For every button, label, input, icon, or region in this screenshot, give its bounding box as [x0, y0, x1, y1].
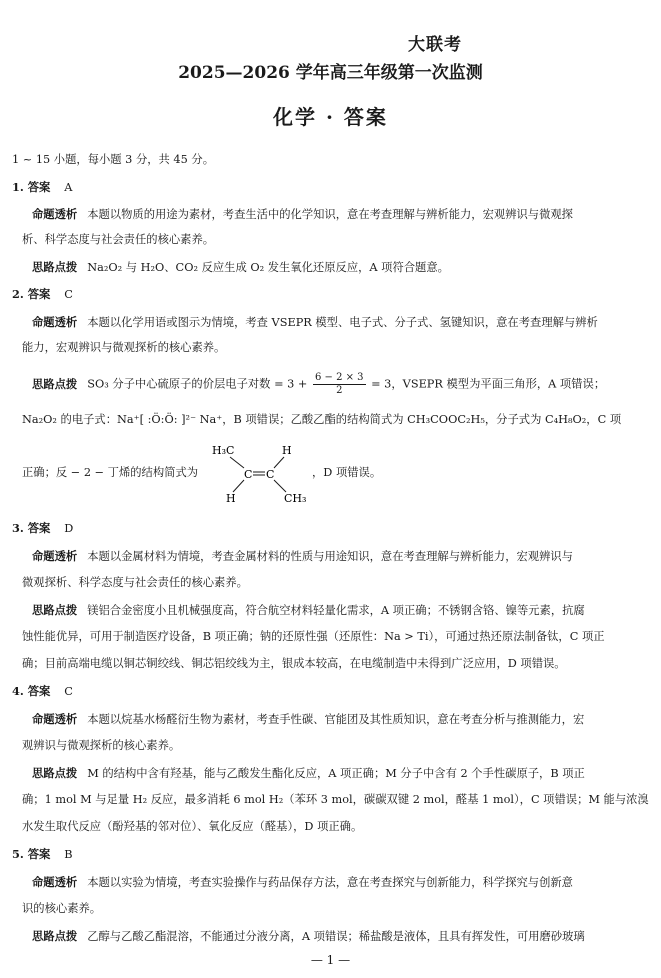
mol-carbon-2: C — [266, 468, 275, 481]
q2-number: 2. — [12, 287, 24, 301]
q2-analysis-text-1: 本题以化学用语或图示为情境，考查 VSEPR 模型、电子式、分子式、氢键知识，意在考查理解与辨析 — [87, 316, 598, 329]
q5-hint — [32, 928, 585, 945]
q3-analysis-text-1: 本题以金属材料为情境，考查金属材料的性质与用途知识，意在考查理解与辨析能力，宏观辨识与 — [87, 550, 573, 563]
q4-hint-text-2: 确；1 mol M 与足量 H₂ 反应，最多消耗 6 mol H₂（苯环 3 mol，碳碳双键 2 mol，醛基 1 mol），C 项错误；M 能与浓溴 — [22, 793, 649, 806]
q3-hint-text-3: 确；目前高端电缆以铜芯铜绞线、铜芯铝绞线为主，银成本较高，在电缆制造中未得到广泛应用，D 项错误。 — [22, 657, 566, 670]
hint-label: 思路点拨 — [32, 603, 78, 617]
mol-top-left: H₃C — [212, 444, 235, 457]
q2-answer: C — [64, 288, 73, 301]
q3-number: 3. — [12, 521, 24, 535]
q4-answer-line — [12, 683, 73, 700]
hint-label: 思路点拨 — [32, 260, 78, 274]
q5-analysis-text-2: 识的核心素养。 — [22, 902, 102, 915]
answer-label: 答案 — [27, 684, 51, 698]
bond-line — [274, 457, 284, 468]
q3-hint-text-2: 蚀性能优异，可用于制造医疗设备，B 项正确；钠的还原性强（还原性：Na > Ti），可通过热还原法制备钛，C 项正 — [22, 630, 605, 643]
hint-label: 思路点拨 — [32, 376, 78, 391]
analysis-label: 命题透析 — [32, 315, 78, 329]
trans-2-butene-structure — [200, 440, 330, 510]
q3-hint-text-1: 镁铝合金密度小且机械强度高，符合航空材料轻量化需求，A 项正确；不锈钢含铬、镍等元素，抗腐 — [87, 604, 585, 617]
mol-bottom-left: H — [226, 492, 236, 505]
bond-line — [274, 480, 286, 492]
page-number: — 1 — — [310, 953, 351, 967]
q2-hint — [32, 372, 605, 397]
q2-hint-text-2: Na₂O₂ 的电子式：Na⁺[ :Ö:Ö: ]²⁻ Na⁺，B 项错误；乙酸乙酯的结构简式为 CH₃COOC₂H₅，分子式为 C₄H₈O₂，C 项 — [22, 413, 622, 426]
q2-answer-line — [12, 286, 73, 303]
q4-analysis-text-1: 本题以烷基水杨醛衍生物为素材，考查手性碳、官能团及其性质知识，意在考查分析与推测能力，宏 — [87, 713, 585, 726]
q3-answer: D — [64, 522, 74, 535]
answer-label: 答案 — [27, 287, 51, 301]
q2-hint-text-3a: 正确；反 − 2 − 丁烯的结构简式为 — [22, 466, 199, 479]
q1-hint — [32, 259, 449, 276]
q4-hint-text-1: M 的结构中含有羟基，能与乙酸发生酯化反应，A 项正确；M 分子中含有 2 个手性碳原子，B 项正 — [87, 767, 585, 780]
q4-number: 4. — [12, 684, 24, 698]
q2-hint-text-3b: ，D 项错误。 — [312, 466, 382, 479]
q4-analysis-text-2: 观辨识与微观探析的核心素养。 — [22, 739, 181, 752]
bond-line — [230, 457, 244, 468]
analysis-label: 命题透析 — [32, 875, 78, 889]
q3-analysis — [32, 548, 573, 565]
q4-hint — [32, 765, 585, 782]
subject-title: 化学 · 答案 — [273, 105, 388, 129]
intro-line: 1 ~ 15 小题，每小题 3 分，共 45 分。 — [12, 153, 214, 166]
valence-fraction — [313, 372, 366, 397]
q2-hint-text-1a: SO₃ 分子中心硫原子的价层电子对数 = 3 + — [87, 377, 308, 391]
q3-analysis-text-2: 微观探析、科学态度与社会责任的核心素养。 — [22, 576, 248, 589]
fraction-denominator: 2 — [336, 385, 343, 396]
analysis-label: 命题透析 — [32, 549, 78, 563]
q1-number: 1. — [12, 180, 24, 194]
q5-analysis — [32, 874, 573, 891]
mol-top-right: H — [282, 444, 292, 457]
answer-label: 答案 — [27, 521, 51, 535]
bond-line — [233, 480, 244, 492]
q5-analysis-text-1: 本题以实验为情境，考查实验操作与药品保存方法，意在考查探究与创新能力，科学探究与创新意 — [87, 876, 573, 889]
hint-label: 思路点拨 — [32, 929, 78, 943]
hint-label: 思路点拨 — [32, 766, 78, 780]
mol-bottom-right: CH₃ — [284, 492, 307, 505]
q3-hint — [32, 602, 585, 619]
q2-analysis-text-2: 能力，宏观辨识与微观探析的核心素养。 — [22, 341, 226, 354]
q1-answer-line — [12, 179, 72, 196]
q4-hint-text-3: 水发生取代反应（酚羟基的邻对位）、氧化反应（醛基），D 项正确。 — [22, 820, 363, 833]
q4-answer: C — [64, 685, 73, 698]
answer-label: 答案 — [27, 847, 51, 861]
q5-answer-line — [12, 846, 73, 863]
q2-analysis — [32, 314, 598, 331]
q1-analysis — [32, 206, 573, 223]
analysis-label: 命题透析 — [32, 207, 78, 221]
q1-hint-text-1: Na₂O₂ 与 H₂O、CO₂ 反应生成 O₂ 发生氧化还原反应，A 项符合题意。 — [87, 261, 449, 274]
q3-answer-line — [12, 520, 73, 537]
analysis-label: 命题透析 — [32, 712, 78, 726]
q4-analysis — [32, 711, 584, 728]
q1-analysis-text-1: 本题以物质的用途为素材，考查生活中的化学知识，意在考查理解与辨析能力，宏观辨识与微观探 — [87, 208, 573, 221]
fraction-numerator: 6 − 2 × 3 — [314, 372, 364, 383]
brand-name: 大联考 — [408, 35, 462, 55]
q1-answer: A — [64, 181, 73, 194]
q5-number: 5. — [12, 847, 24, 861]
answer-label: 答案 — [27, 180, 51, 194]
exam-title: 2025—2026 学年高三年级第一次监测 — [178, 63, 483, 83]
q5-hint-text-1: 乙醇与乙酸乙酯混溶，不能通过分液分离，A 项错误；稀盐酸是液体，且具有挥发性，可用磨砂玻璃 — [87, 930, 585, 943]
q5-answer: B — [64, 848, 73, 861]
q1-analysis-text-2: 析、科学态度与社会责任的核心素养。 — [22, 233, 215, 246]
mol-carbon-1: C — [244, 468, 253, 481]
q2-hint-text-1b: = 3，VSEPR 模型为平面三角形，A 项错误； — [371, 377, 606, 391]
